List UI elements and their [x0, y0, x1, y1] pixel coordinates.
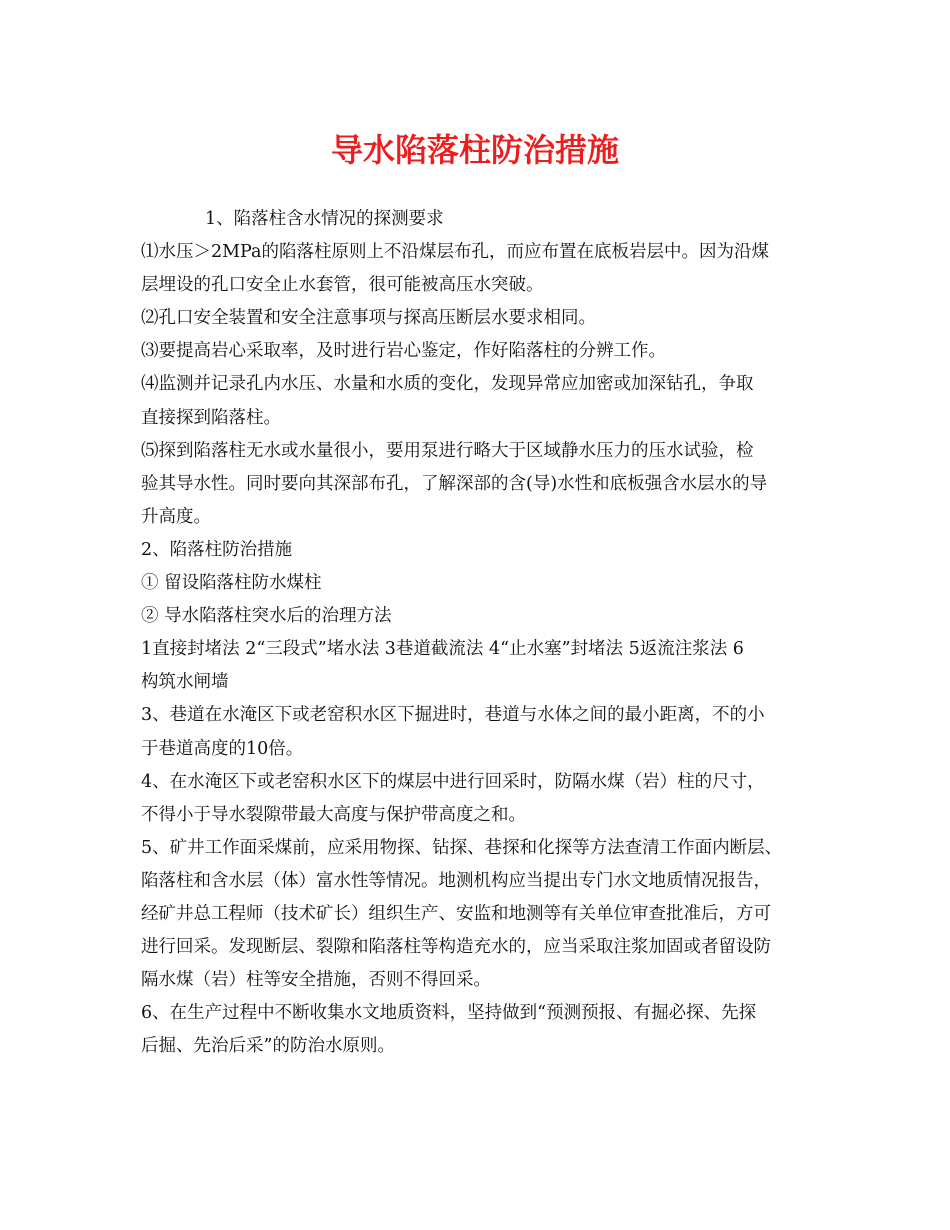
paragraph-line: 进行回采。发现断层、裂隙和陷落柱等构造充水的，应当采取注浆加固或者留设防	[141, 937, 771, 958]
page-title: 导水陷落柱防治措施	[330, 131, 619, 169]
paragraph-line: 升高度。	[141, 506, 211, 527]
section-heading-4: 4、在水淹区下或老窑积水区下的煤层中进行回采时，防隔水煤（岩）柱的尺寸，	[141, 771, 765, 792]
section-heading-3: 3、巷道在水淹区下或老窑积水区下掘进时，巷道与水体之间的最小距离，不的小	[141, 705, 765, 726]
paragraph-line: ⑷监测并记录孔内水压、水量和水质的变化，发现异常应加密或加深钻孔，争取	[141, 374, 754, 395]
paragraph-line: ⑶要提高岩心采取率，及时进行岩心鉴定，作好陷落柱的分辨工作。	[141, 341, 666, 362]
document-body	[141, 203, 821, 1063]
paragraph-line: 层埋设的孔口安全止水套管，很可能被高压水突破。	[141, 275, 544, 296]
section-heading-5: 5、矿井工作面采煤前，应采用物探、钻探、巷探和化探等方法查清工作面内断层、	[141, 837, 783, 858]
section-heading-2: 2、陷落柱防治措施	[141, 539, 293, 560]
paragraph-line: 隔水煤（岩）柱等安全措施，否则不得回采。	[141, 970, 491, 991]
paragraph-line: 陷落柱和含水层（体）富水性等情况。地测机构应当提出专门水文地质情况报告，	[141, 870, 771, 891]
paragraph-line: 后掘、先治后采”的防治水原则。	[141, 1036, 395, 1057]
paragraph-line: ⑸探到陷落柱无水或水量很小，要用泵进行略大于区域静水压力的压水试验，检	[141, 440, 754, 461]
paragraph-line: 于巷道高度的10倍。	[141, 738, 304, 759]
section-heading-1: 1、陷落柱含水情况的探测要求	[205, 209, 444, 229]
paragraph-line: ② 导水陷落柱突水后的治理方法	[141, 606, 392, 627]
section-heading-6: 6、在生产过程中不断收集水文地质资料，坚持做到“预测预报、有掘必探、先探	[141, 1003, 757, 1024]
paragraph-line: ① 留设陷落柱防水煤柱	[141, 573, 322, 594]
paragraph-line: 验其导水性。同时要向其深部布孔，了解深部的含(导)水性和底板强含水层水的导	[141, 473, 768, 494]
paragraph-line: 不得小于导水裂隙带最大高度与保护带高度之和。	[141, 804, 526, 825]
paragraph-line: ⑴水压＞2MPa的陷落柱原则上不沿煤层布孔，而应布置在底板岩层中。因为沿煤	[141, 242, 769, 263]
paragraph-line: 1直接封堵法 2“三段式”堵水法 3巷道截流法 4“止水塞”封堵法 5返流注浆法 6	[141, 639, 744, 660]
paragraph-line: 直接探到陷落柱。	[141, 407, 281, 428]
paragraph-line: 构筑水闸墙	[141, 672, 229, 693]
paragraph-line: ⑵孔口安全装置和安全注意事项与探高压断层水要求相同。	[141, 308, 596, 329]
paragraph-line: 经矿井总工程师（技术矿长）组织生产、安监和地测等有关单位审查批准后，方可	[141, 903, 771, 924]
